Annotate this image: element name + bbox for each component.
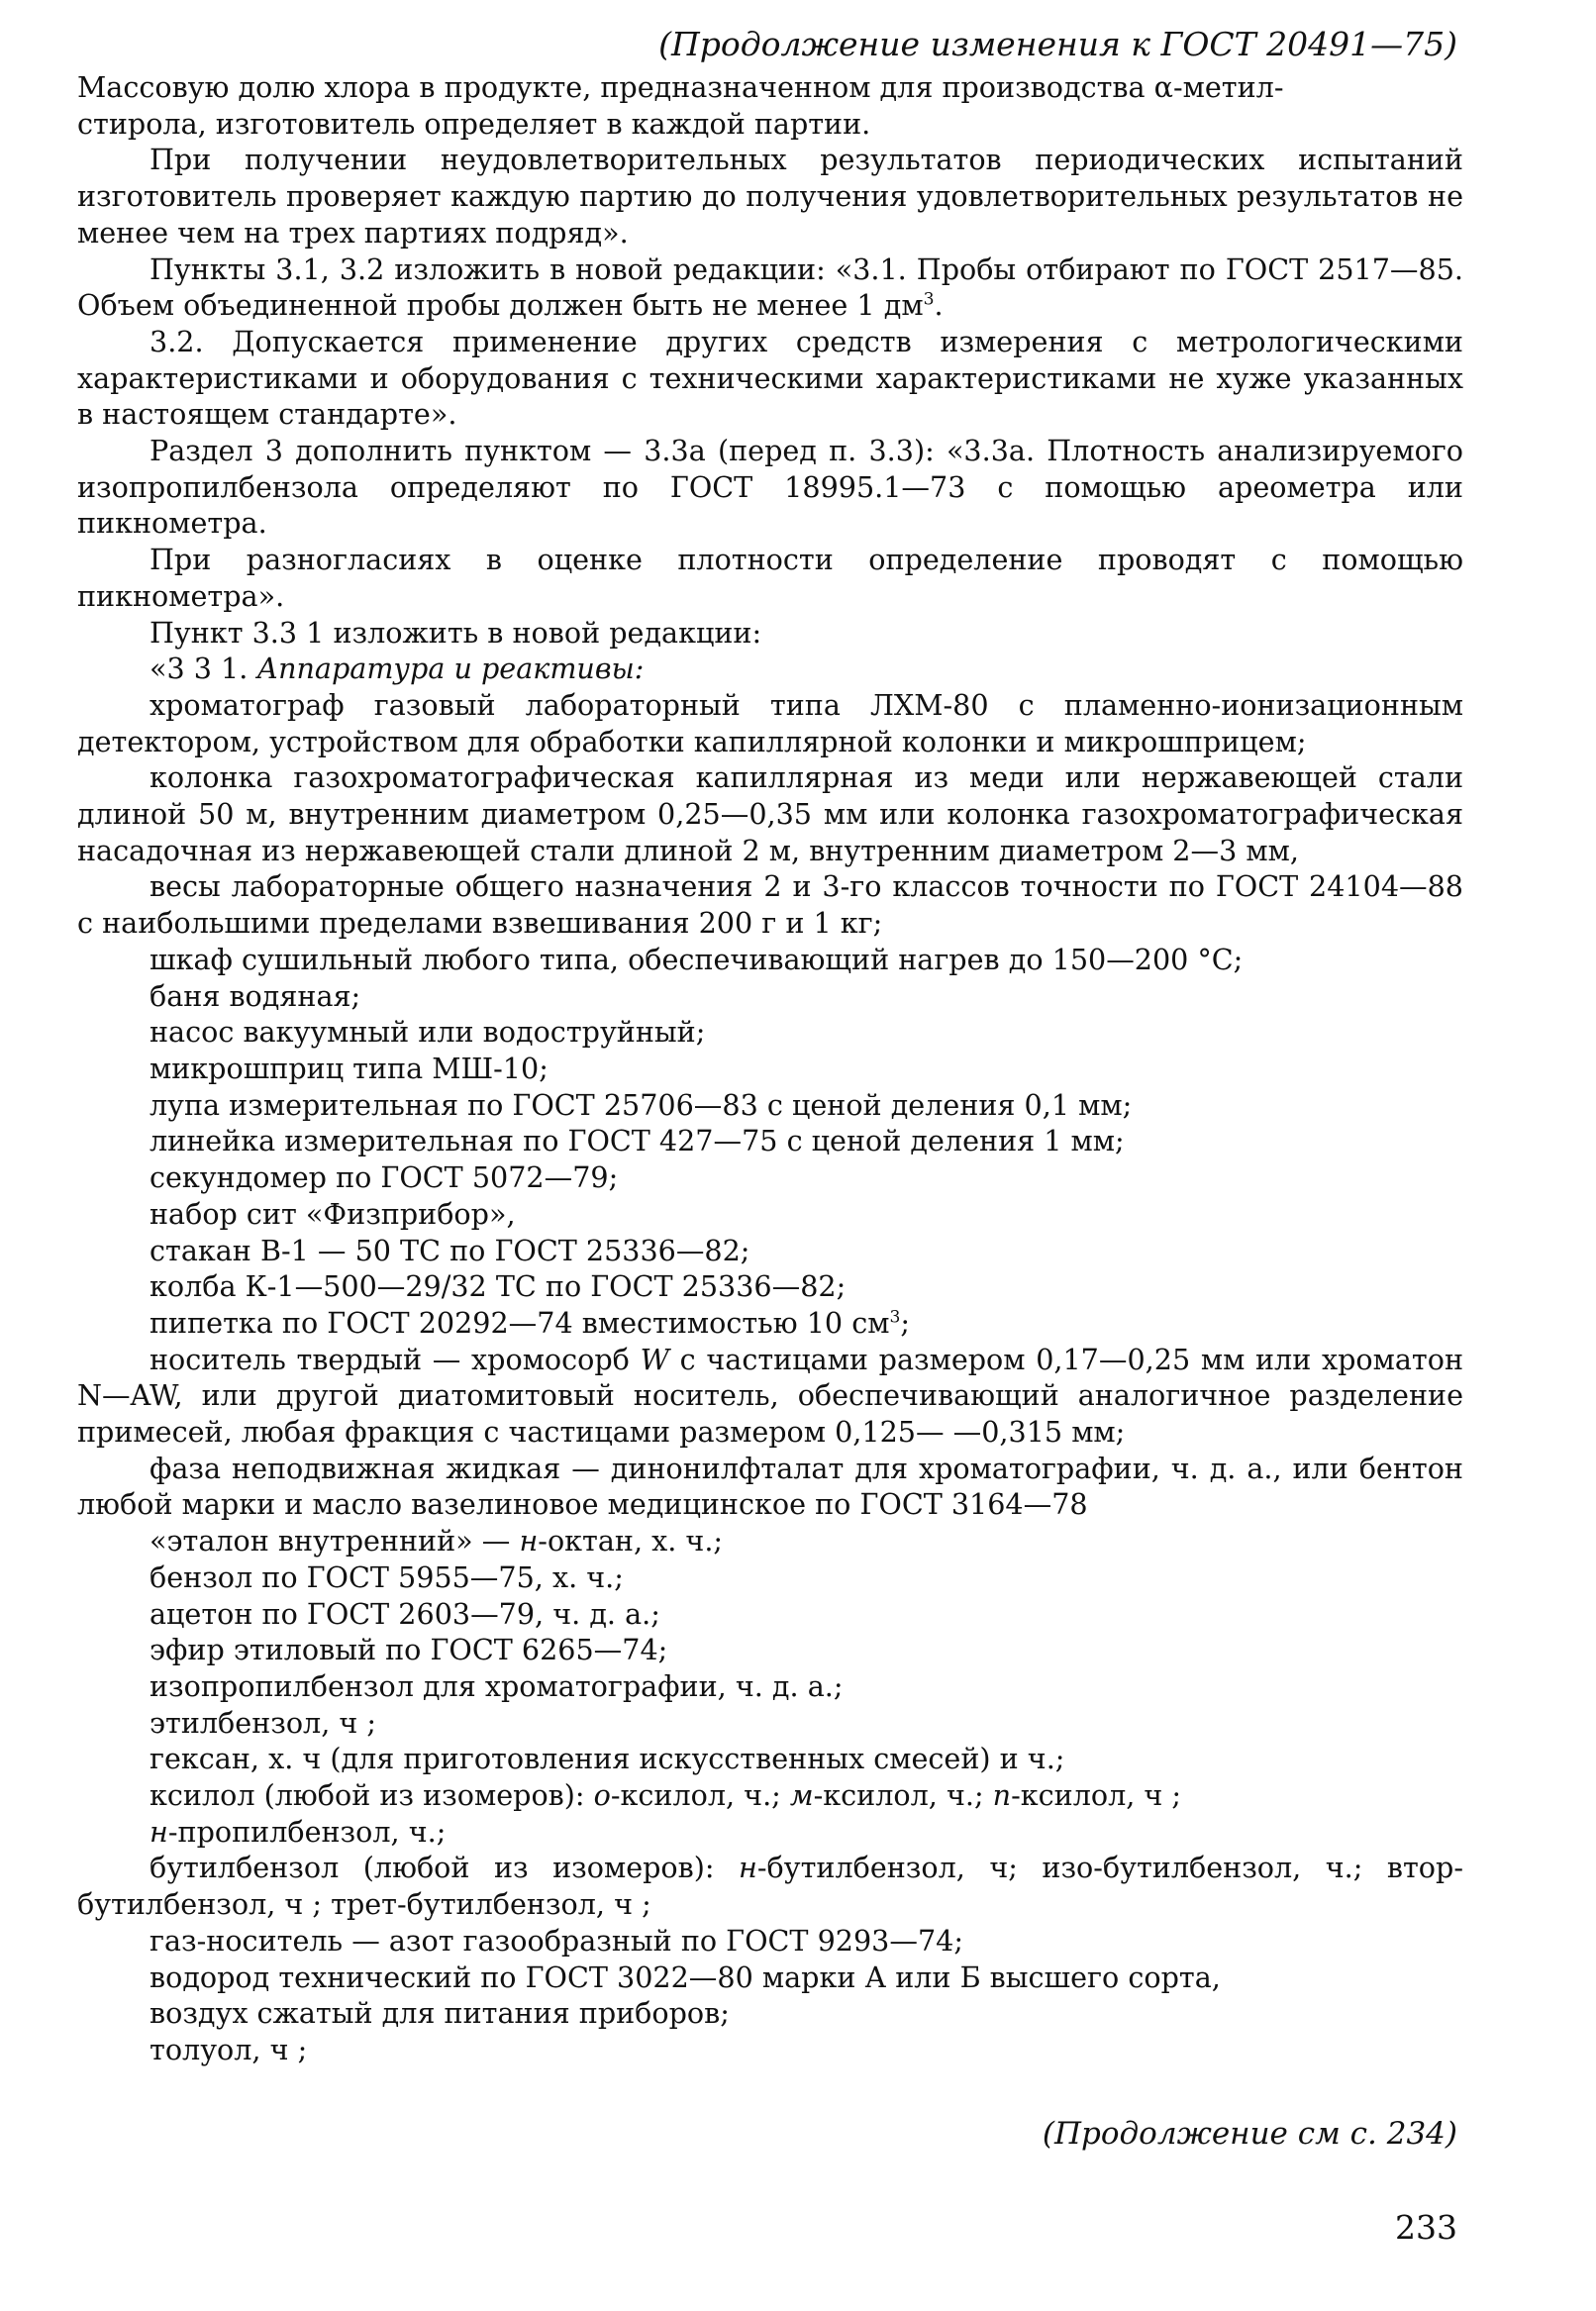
italic-text: н (739, 1851, 757, 1885)
list-item: микрошприц типа МШ-10; (150, 1051, 549, 1085)
text-run: . (934, 288, 944, 323)
list-item: эфир этиловый по ГОСТ 6265—74; (150, 1633, 668, 1667)
italic-text: н (150, 1814, 168, 1849)
list-item: линейка измерительная по ГОСТ 427—75 с ценой деления 1 мм; (150, 1124, 1125, 1158)
page-header: (Продолжение изменения к ГОСТ 20491—75) (658, 25, 1457, 63)
superscript: 3 (923, 289, 935, 310)
list-item: баня водяная; (150, 978, 361, 1013)
list-item: колонка газохроматографическая капиллярная из меди или нержавеющей стали длиной 50 м, внутренним диаметром 0,25—0,35 мм или колонка газохроматографическая насадочная из нержавеющей стали длиной 2 м, внутренним диаметром 2—3 мм, (77, 760, 1463, 867)
text-run: «3 3 1. (150, 652, 257, 686)
paragraph (77, 69, 1463, 142)
text-run: -пропилбензол, ч.; (167, 1814, 447, 1849)
list-item: газ-носитель — азот газообразный по ГОСТ 9293—74; (150, 1923, 963, 1958)
list-item: набор сит «Физприбор», (150, 1196, 516, 1231)
page-number: 233 (1395, 2208, 1457, 2247)
list-item: этилбензол, ч ; (150, 1705, 377, 1740)
list-item (77, 1777, 1463, 1814)
paragraph: Пункт 3.3 1 изложить в новой редакции: (150, 615, 762, 650)
text-run: пипетка по ГОСТ 20292—74 вместимостью 10 см (150, 1305, 890, 1340)
list-item: лупа измерительная по ГОСТ 25706—83 с ценой деления 0,1 мм; (150, 1087, 1133, 1122)
text-run: носитель твердый — хромосорб (150, 1342, 641, 1376)
italic-text: п (992, 1778, 1012, 1813)
paragraph: Раздел 3 дополнить пунктом — 3.3а (перед п. 3.3): «3.3а. Плотность анализируемого изопропилбензола определяют по ГОСТ 18995.1—73 с помощью ареометра или пикнометра. (77, 434, 1463, 541)
list-item: бензол по ГОСТ 5955—75, х. ч.; (150, 1559, 624, 1594)
list-item: стакан В-1 — 50 ТС по ГОСТ 25336—82; (150, 1233, 750, 1267)
list-item: фаза неподвижная жидкая — динонилфталат для хроматографии, ч. д. а., или бентон любой марки и масло вазелиновое медицинское по ГОСТ 3164—78 (77, 1451, 1463, 1522)
list-item (77, 1342, 1463, 1451)
italic-text: о (593, 1778, 611, 1813)
text-run: -бутилбензол, ч; изо-бутилбензол, ч.; втор-бутилбензол, ч ; трет-бутилбензол, ч ; (77, 1851, 1463, 1922)
paragraph: При получении неудовлетворительных результатов периодических испытаний изготовитель проверяет каждую партию до получения удовлетворительных результатов не менее чем на трех партиях подряд». (77, 143, 1463, 250)
list-item: изопропилбензол для хроматографии, ч. д. а.; (150, 1668, 844, 1703)
list-item: секундомер по ГОСТ 5072—79; (150, 1160, 619, 1195)
section-heading (77, 651, 1463, 687)
list-item: шкаф сушильный любого типа, обеспечивающий нагрев до 150—200 °С; (150, 942, 1244, 976)
text-run: -ксилол, ч.; (610, 1778, 790, 1813)
italic-text: W (640, 1342, 669, 1376)
text-run: «эталон внутренний» — (150, 1524, 520, 1558)
text-run: ; (900, 1305, 911, 1340)
list-item: водород технический по ГОСТ 3022—80 марки А или Б высшего сорта, (150, 1959, 1221, 1994)
list-item: колба К-1—500—29/32 ТС по ГОСТ 25336—82; (150, 1269, 847, 1304)
italic-text: м (789, 1778, 814, 1813)
list-item: ацетон по ГОСТ 2603—79, ч. д. а.; (150, 1596, 660, 1631)
document-page (77, 22, 1463, 2068)
paragraph-line: Массовую долю хлора в продукте, предназначенном для производства α-метил- (77, 70, 1284, 104)
list-item: воздух сжатый для питания приборов; (150, 1996, 730, 2031)
list-item (77, 1814, 1463, 1851)
italic-text: Аппаратура и реактивы: (256, 652, 645, 686)
paragraph (77, 251, 1463, 324)
text-run: -октан, х. ч.; (538, 1524, 724, 1558)
italic-text: н (519, 1524, 539, 1558)
list-item: толуол, ч ; (150, 2032, 308, 2066)
list-item (77, 1523, 1463, 1559)
text-run: -ксилол, ч.; (813, 1778, 993, 1813)
list-item: насос вакуумный или водоструйный; (150, 1015, 706, 1050)
paragraph: При разногласиях в оценке плотности определение проводят с помощью пикнометра». (77, 543, 1463, 613)
text-run: бутилбензол (любой из изомеров): (150, 1851, 740, 1885)
text-run: с частицами размером 0,17—0,25 мм или хроматон N—AW, или другой диатомитовый носитель, обеспечивающий аналогичное разделение примесей, любая фракция с частицами размером 0,125— —0,315 мм; (77, 1342, 1463, 1450)
text-run: -ксилол, ч ; (1011, 1778, 1182, 1813)
list-item: гексан, х. ч (для приготовления искусственных смесей) и ч.; (150, 1742, 1065, 1776)
text-run: ксилол (любой из изомеров): (150, 1778, 594, 1813)
paragraph-line: стирола, изготовитель определяет в каждой партии. (77, 106, 871, 141)
continuation-note: (Продолжение см с. 234) (1042, 2116, 1457, 2152)
superscript: 3 (889, 1307, 901, 1328)
list-item: хроматограф газовый лабораторный типа ЛХМ-80 с пламенно-ионизационным детектором, устройством для обработки капиллярной колонки и микрошприцем; (77, 687, 1463, 758)
list-item (77, 1305, 1463, 1342)
list-item: весы лабораторные общего назначения 2 и 3-го классов точности по ГОСТ 24104—88 с наибольшими пределами взвешивания 200 г и 1 кг; (77, 869, 1463, 941)
text-run: Пункты 3.1, 3.2 изложить в новой редакции: «3.1. Пробы отбирают по ГОСТ 2517—85. Объем объединенной пробы должен быть не менее 1 дм (77, 251, 1463, 323)
paragraph: 3.2. Допускается применение других средств измерения с метрологическими характеристиками и оборудования с техническими характеристиками не хуже указанных в настоящем стандарте». (77, 324, 1463, 432)
document-body (77, 69, 1463, 2068)
list-item (77, 1850, 1463, 1922)
